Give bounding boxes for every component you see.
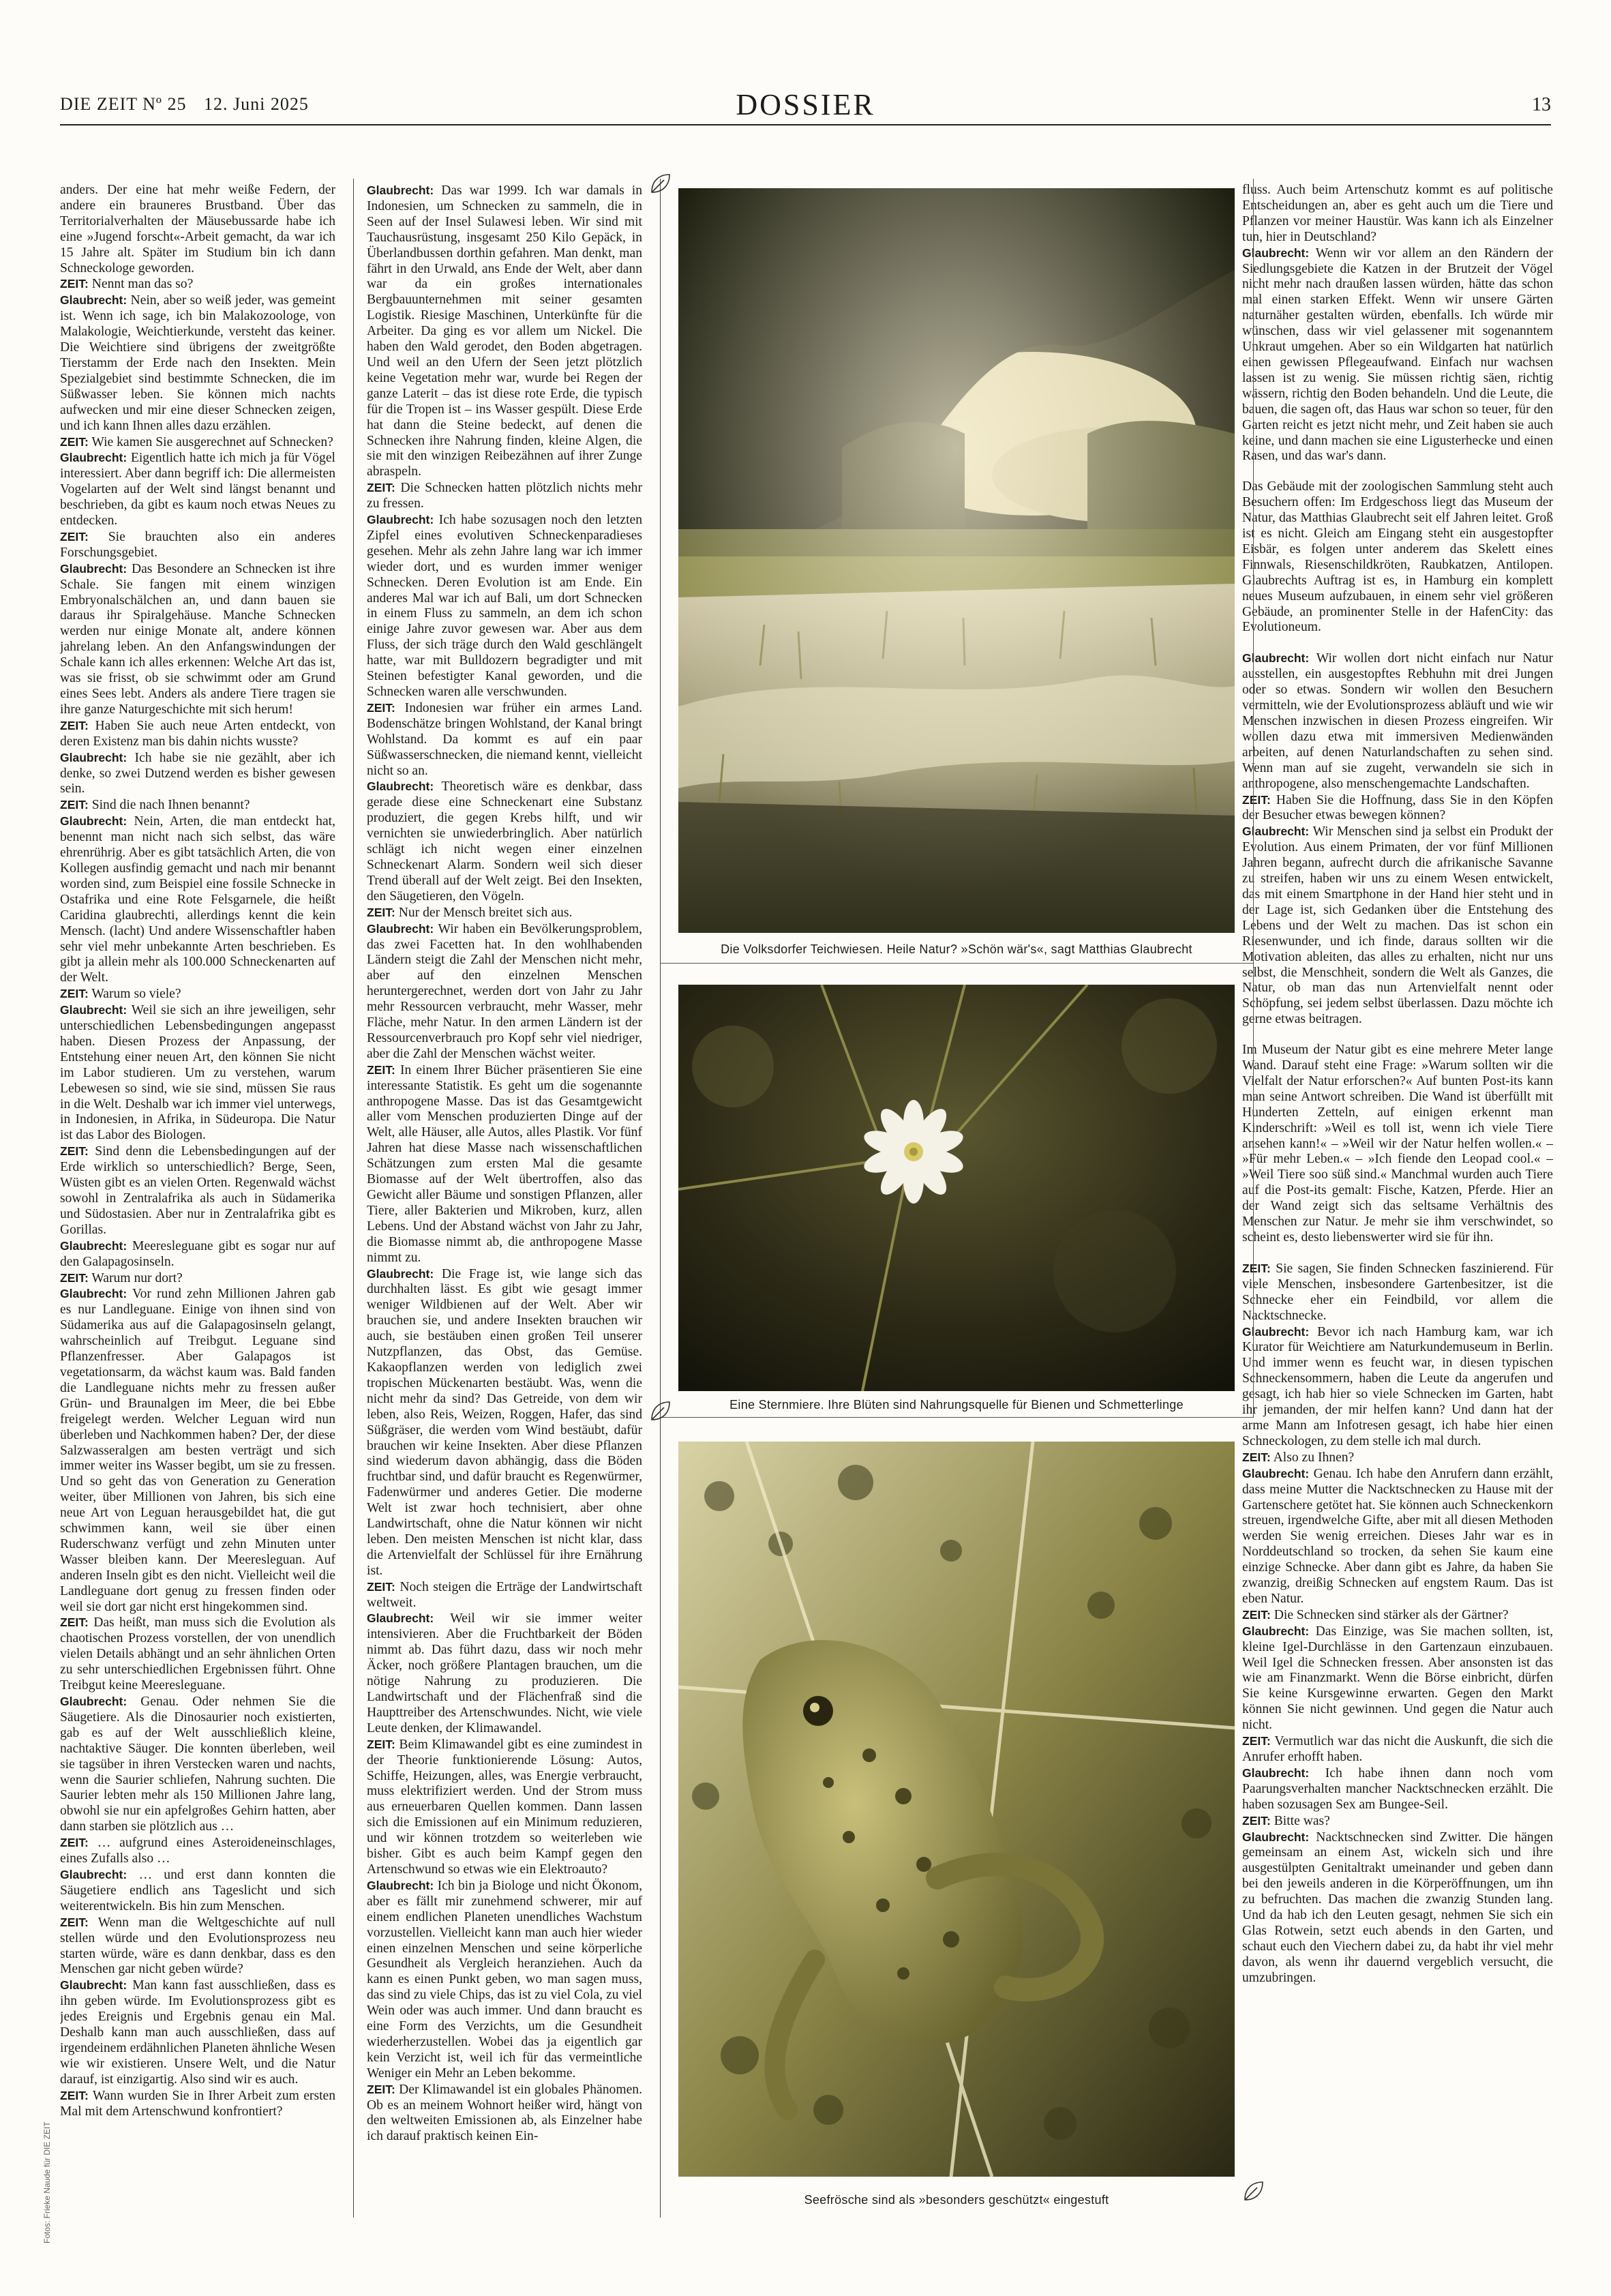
interview-paragraph (60, 1002, 335, 1144)
interview-paragraph (60, 1238, 335, 1270)
paragraph-text: Wie kamen Sie ausgerechnet auf Schnecken? (91, 434, 333, 449)
interview-paragraph (367, 2082, 642, 2145)
speaker-label: Glaubrecht: (60, 1867, 127, 1881)
speaker-label: Glaubrecht: (1242, 1466, 1310, 1480)
speaker-label: ZEIT: (60, 2088, 89, 2102)
interview-paragraph (60, 1915, 335, 1978)
speaker-label: ZEIT: (367, 1062, 395, 1077)
paragraph-text: Wenn man die Weltgeschichte auf null stellen würde und den Evolutionsprozess neu starten würde, wäre es dann denkbar, dass es den Menschen gar nicht geben würde? (60, 1915, 335, 1977)
paragraph-text: Nennt man das so? (91, 277, 194, 292)
interview-paragraph (60, 797, 335, 814)
interview-paragraph (60, 2088, 335, 2120)
interview-paragraph (367, 1878, 642, 2082)
interview-paragraph (367, 1737, 642, 1878)
interview-paragraph (60, 529, 335, 561)
speaker-label: Glaubrecht: (1242, 651, 1310, 666)
speaker-label: Glaubrecht: (367, 1266, 434, 1281)
speaker-label: ZEIT: (60, 1915, 89, 1929)
paragraph-text: Vor rund zehn Millionen Jahren gab es nur Landleguane. Einige von ihnen sind von Südamerika aus auf die Galapagosinseln gelangt, wahrscheinlich auf Treibgut. Leguane sind Pflanzenfresser. Aber Galapagos ist vegetationsarm, da wächst kaum was. Bald fanden die Landleguane nichts mehr zu fressen außer Grün- und Braunalgen im Meer, die bei Ebbe freigelegt werden. Welcher Leguan wird nun überleben und Nachkommen haben? Der, der diese Salzwasseralgen am besten verträgt und sich immer weiter ins Wasser begibt, um sie zu fressen. Und so geht das von Generation zu Generation weiter, über Millionen von Jahren, bis sich eine neue Art von Leguan herausgebildet hat, die gut schwimmen kann, weil sie über einen Ruderschwanz verfügt und zehn Minuten unter Wasser bleiben kann. Der Meeresleguan. Auf anderen Inseln gibt es den nicht. Vielleicht weil die Landleguane dort genug zu fressen finden oder weil sie dort gar nicht erst hingekommen sind. (60, 1287, 335, 1614)
text-column-2 (367, 183, 642, 2215)
speaker-label: Glaubrecht: (1242, 824, 1310, 839)
speaker-label: Glaubrecht: (1242, 1765, 1310, 1780)
paragraph-text: Haben Sie auch neue Arten entdeckt, von deren Existenz man bis dahin nichts wusste? (60, 718, 335, 749)
paragraph-text: Nacktschnecken sind Zwitter. Die hängen gemeinsam an einem Ast, wickeln sich und ihre ausgestülpten Genitaltrakt umeinander und geben dann bei den jeweils anderen in die Körperöffnungen, um ihn zu befruchten. Das machen die zwanzig Stunden lang. Und da hab ich den Leuten gesagt, nehmen Sie sich ein Glas Rotwein, setzt euch abends in den Garten, und schaut euch den Viechern dabei zu, da habt ihr viel mehr davon, als wenn ihr dauernd vergeblich versucht, die umzubringen. (1242, 1830, 1553, 1985)
paragraph-text: Weil sie sich an ihre jeweiligen, sehr unterschiedlichen Lebensbedingungen angepasst haben. Diesen Prozess der Anpassung, der Entstehung einer neuen Art, den können Sie nicht im Labor studieren. Um zu verstehen, warum Lebewesen so sind, wie sie sind, müssen Sie raus in die Welt. Deshalb war ich immer viel unterwegs, in Indonesien, in Afrika, in Südeuropa. Die Natur ist das Labor des Biologen. (60, 1003, 335, 1143)
interview-paragraph (1242, 1733, 1553, 1765)
interview-paragraph (60, 434, 335, 451)
caption-photo-3: Seefrösche sind als »besonders geschützt« eingestuft (804, 2193, 1109, 2207)
speaker-label: Glaubrecht: (367, 921, 434, 936)
speaker-label: ZEIT: (60, 798, 89, 812)
paragraph-text: Wir haben ein Bevölkerungsproblem, das zwei Facetten hat. In den wohlhabenden Ländern steigt die Zahl der Menschen nicht mehr, aber auf den einzelnen Menschen heruntergerechnet, werden dort von Jahr zu Jahr mehr Ressourcen verbraucht, mehr Wasser, mehr Fläche, mehr Natur. In den armen Ländern ist der Ressourcenverbrauch pro Kopf sehr viel niedriger, aber die Zahl der Menschen wächst weiter. (367, 921, 642, 1061)
speaker-label: ZEIT: (1242, 1450, 1271, 1464)
interview-paragraph (1242, 651, 1553, 792)
column-divider (353, 179, 354, 2218)
speaker-label: Glaubrecht: (367, 1611, 434, 1626)
speaker-label: Glaubrecht: (60, 561, 127, 576)
speaker-label: Glaubrecht: (1242, 1324, 1310, 1339)
speaker-label: ZEIT: (60, 1836, 89, 1850)
interview-paragraph (1242, 1043, 1553, 1246)
frog-photo (678, 1442, 1235, 2177)
interview-paragraph (60, 1978, 335, 2087)
speaker-label: ZEIT: (1242, 792, 1271, 807)
leaf-ornament-icon (649, 172, 672, 195)
interview-paragraph (60, 986, 335, 1002)
interview-paragraph (367, 1062, 642, 1266)
interview-paragraph (1242, 1624, 1553, 1733)
speaker-label: ZEIT: (1242, 1607, 1271, 1622)
leaf-ornament-icon (1242, 2179, 1265, 2203)
speaker-label: Glaubrecht: (60, 451, 127, 465)
interview-paragraph (1242, 792, 1553, 824)
paragraph-text: Ich habe sozusagen noch den letzten Zipfel eines evolutiven Schneckenparadieses gesehen. Mehr als zehn Jahre lang war ich immer wieder dort, und es wurden immer weniger Schnecken. Deren Evolution ist am Ende. Ein anderes Mal war ich auf Bali, um dort Schnecken in einem Fluss zu sammeln, an dem ich schon einige Jahre zuvor gewesen war. Aber aus dem Fluss, der sich träge durch den Wald geschlängelt hatte, war mit Bulldozern begradigter und mit Steinen befestigter Kanal geworden, und die Schnecken waren alle verschwunden. (367, 513, 642, 699)
interview-paragraph (1242, 824, 1553, 1028)
paragraph-text: Ich habe sie nie gezählt, aber ich denke, so zwei Dutzend werden es bisher gewesen sein. (60, 750, 335, 796)
paragraph-text: Man kann fast ausschließen, dass es ihn geben würde. Im Evolutionsprozess gibt es jedes Ereignis und Ergebnis genau ein Mal. Deshalb kann man auch ausschließen, dass auf irgendeinem erdähnlichen Planeten ähnliche Wesen wie wir existieren. Unsere Welt, und die Natur darauf, ist einzigartig. Also sind wir es auch. (60, 1978, 335, 2087)
interview-paragraph (1242, 479, 1553, 636)
paragraph-text: Eigentlich hatte ich mich ja für Vögel interessiert. Aber dann begriff ich: Die allermeisten Vogelarten auf der Welt sind längst benannt und beschrieben, da gibt es kaum noch etwas Neues zu entdecken. (60, 451, 335, 528)
speaker-label: ZEIT: (60, 1615, 89, 1630)
speaker-label: Glaubrecht: (60, 293, 127, 308)
interview-paragraph (367, 700, 642, 779)
paragraph-text: Die Frage ist, wie lange sich das durchhalten lässt. Es gibt wie gesagt immer weniger Wildbienen auf der Welt. Aber wir brauchen sie, und andere Insekten brauchen wir auch, sie bestäuben einen großen Teil unserer Nutzpflanzen, das Obst, das Gemüse. Kakaopflanzen werden von lediglich zwei tropischen Mückenarten bestäubt. Was, wenn die nicht mehr da sind? Das Getreide, von dem wir leben, also Reis, Weizen, Roggen, Hafer, das sind Süßgräser, die werden vom Wind bestäubt, dafür brauchen wir keine Insekten. Aber diese Pflanzen sind wiederum davon abhängig, dass die Böden fruchtbar sind, und dafür braucht es Regenwürmer, Fadenwürmer und anderes Getier. Die moderne Welt ist zwar hoch technisiert, aber ohne Landwirtschaft, ohne die Natur können wir nicht leben. Den meisten Menschen ist nicht klar, dass die Artenvielfalt der Schlüssel für ihre Ernährung ist. (367, 1266, 642, 1578)
paragraph-text: Sind die nach Ihnen benannt? (91, 798, 250, 813)
leaf-ornament-icon (649, 1399, 672, 1422)
interview-paragraph (60, 276, 335, 293)
paragraph-text: … aufgrund eines Asteroideneinschlages, eines Zufalls also … (60, 1836, 335, 1866)
speaker-label: ZEIT: (60, 718, 89, 732)
speaker-label: ZEIT: (60, 987, 89, 1001)
paragraph-text: Ich habe ihnen dann noch vom Paarungsverhalten mancher Nacktschnecken erzählt. Die haben sozusagen Sex am Bungee-Seil. (1242, 1765, 1553, 1812)
speaker-label: Glaubrecht: (367, 513, 434, 527)
paragraph-text: Im Museum der Natur gibt es eine mehrere Meter lange Wand. Darauf steht eine Frage: »Warum sollten wir die Vielfalt der Natur erforschen?« Auf bunten Post-its kann man seine Antwort schreiben. Die Wand ist überfüllt mit Hunderten Zetteln, auf einigen erkennt man Kinderschrift: »Weil es toll ist, wenn ich viele Tiere ansehen kann!« – »Weil wir der Natur helfen wollen.« – »Für mehr Leben.« – »Ich fiende den Leopad cool.« – »Weil Tiere soo süß sind.« Manchmal wurden auch Tiere auf die Post-its gemalt: Fische, Katzen, Pferde. Hier an der Wand zeigt sich das seltsame Verhältnis des Menschen zur Natur. Je mehr sie ihm verschwindet, so scheint es, desto liebenswerter wird sie für ihn. (1242, 1043, 1553, 1244)
paragraph-text: Das war 1999. Ich war damals in Indonesien, um Schnecken zu sammeln, die in Seen auf der Insel Sulawesi leben. Wir sind mit Tauchausrüstung, insgesamt 250 Kilo Gepäck, in Überlandbussen dorthin gefahren. Man denkt, man fährt in den Urwald, ans Ende der Welt, aber dann war da ein großes internationales Bergbauunternehmen mit seiner gesamten Logistik. Riesige Maschinen, Unterkünfte für die Arbeiter. Da ging es vor allem um Nickel. Die haben den Wald gerodet, den Boden abgetragen. Und weil an den Ufern der Seen jetzt plötzlich keine Vegetation mehr war, wurde bei Regen der ganze Laterit – das ist diese rote Erde, die typisch für die Tropen ist – ins Wasser gespült. Diese Erde hat dann die Steine bedeckt, auf denen die Schnecken ihre Nahrung finden, kleine Algen, die sie mit den winzigen Reibezähnen auf ihrer Zunge abraspeln. (367, 183, 642, 479)
text-column-3 (1242, 183, 1553, 2215)
paragraph-text: Ich bin ja Biologe und nicht Ökonom, aber es fällt mir zunehmend schwerer, mir auf einem endlichen Planeten unendliches Wachstum vorzustellen. Vielleicht kann man auch hier wieder einen einzelnen Menschen und seine körperliche Gesundheit als Vergleich heranziehen. Auch da kann es einen Punkt geben, wo man sagen muss, das sind zu viele Chips, das ist zu viel Cola, zu viel Wein oder was auch immer. Und dann braucht es eine Form des Verzichts, um die Gesundheit wiederherzustellen. Wobei das ja eigentlich gar kein Verzicht ist, weil ich für das vermeintliche Weniger ein Mehr an Leben bekomme. (367, 1878, 642, 2081)
paragraph-text: Warum nur dort? (91, 1270, 183, 1285)
section-title: DOSSIER (736, 88, 875, 121)
speaker-label: Glaubrecht: (1242, 1624, 1310, 1638)
paragraph-text: Sie sagen, Sie finden Schnecken faszinierend. Für viele Menschen, insbesondere Gartenbesitzer, ist die Schnecke eher ein Feindbild, vor allem die Nacktschnecke. (1242, 1261, 1553, 1323)
paragraph-text: In einem Ihrer Bücher präsentieren Sie eine interessante Statistik. Es geht um die sogenannte anthropogene Masse. Das ist das Gesamtgewicht aller vom Menschen produzierten Dinge auf der Welt, alle Häuser, alle Autos, alles Plastik. Vor fünf Jahren hat diese Masse nach wissenschaftlichen Schätzungen zum ersten Mal die gesamte Biomasse auf der Welt übertroffen, also das Gewicht aller Bäume und sonstigen Pflanzen, aller Tiere, aller Bakterien und Mikroben, kurz, allen Lebens. Und der Abstand wächst von Jahr zu Jahr, die Biomasse nimmt ab, die anthropogene Masse nimmt zu. (367, 1062, 642, 1265)
photo-credit: Fotos: Frieke Naude für DIE ZEIT (42, 2121, 52, 2243)
speaker-label: ZEIT: (60, 529, 89, 543)
paragraph-text: Warum so viele? (91, 987, 181, 1002)
pond-landscape-photo (678, 188, 1235, 933)
speaker-label: ZEIT: (367, 1737, 395, 1751)
interview-paragraph (1242, 1324, 1553, 1450)
paragraph-text: Vermutlich war das nicht die Auskunft, die sich die Anrufer erhofft haben. (1242, 1734, 1553, 1764)
interview-paragraph (60, 1615, 335, 1694)
paragraph-text: Wir Menschen sind ja selbst ein Produkt der Evolution. Aus einem Primaten, der vor fünf Millionen Jahren begann, aufrecht durch die afrikanische Savanne zu streifen, haben wir uns zu einem Wesen entwickelt, das mit einem Smartphone in der Hand hier steht und in der Lage ist, sich Gedanken über die Entstehung des Lebens und der Welt zu machen. Das ist schon ein Riesenwunder, und ich finde, daraus sollten wir die Motivation ableiten, das alles zu erhalten, nicht nur uns selbst, die Menschheit, sondern die Welt als Ganzes, die Natur, ob man das nun Artenvielfalt nennt oder Schöpfung, sei jedem selbst überlassen. Dazu möchte ich gerne etwas beitragen. (1242, 824, 1553, 1027)
paragraph-text: Haben Sie die Hoffnung, dass Sie in den Köpfen der Besucher etwas bewegen können? (1242, 792, 1553, 823)
speaker-label: ZEIT: (60, 1270, 89, 1285)
interview-paragraph (60, 814, 335, 986)
page-header (60, 87, 1551, 123)
paragraph-text: Bevor ich nach Hamburg kam, war ich Kurator für Weichtiere am Naturkundemuseum in Berlin. Und immer wenn es feucht war, in diesen typischen Schneckensommern, haben die Leute da angerufen und gesagt, ich hab hier so viele Schnecken im Garten, habt ihr jemanden, der mir helfen kann? Und dann hat der arme Mann am Infotresen gesagt, ich habe hier einen Schneckologen, zu dem stelle ich mal durch. (1242, 1324, 1553, 1448)
interview-paragraph (367, 512, 642, 700)
paragraph-text: Genau. Oder nehmen Sie die Säugetiere. Als die Dinosaurier noch existierten, gab es auf der Welt ausschließlich kleine, nachtaktive Säuger. Die konnten überleben, weil sie tagsüber in ihren Verstecken waren und nachts, wenn die Saurier schliefen, Nahrung suchten. Die Saurier lebten mehr als 150 Millionen Jahre lang, obwohl sie nur ein apfelgroßes Gehirn hatten, aber dann starben sie plötzlich aus … (60, 1695, 335, 1834)
header-rule (60, 124, 1551, 125)
speaker-label: Glaubrecht: (367, 183, 434, 197)
paragraph-text: Der Klimawandel ist ein globales Phänomen. Ob es an meinem Wohnort heißer wird, hängt von den weltweiten Emissionen ab, als Einzelner habe ich darauf praktisch keinen Ein- (367, 2082, 642, 2144)
interview-paragraph (1242, 1830, 1553, 1986)
paragraph-text: Das Einzige, was Sie machen sollten, ist, kleine Igel-Durchlässe in den Gartenzaun einzubauen. Weil Igel die Schnecken fressen. Aber ansonsten ist das wie am Finanzmarkt. Wenn die Börse einbricht, dürfen Sie keine Kursgewinne erwarten. Gegen den Markt können Sie nicht gewinnen. Und gegen die Natur auch nicht. (1242, 1624, 1553, 1733)
interview-paragraph (367, 183, 642, 480)
speaker-label: Glaubrecht: (367, 1878, 434, 1892)
interview-paragraph (367, 1611, 642, 1736)
speaker-label: ZEIT: (367, 905, 395, 919)
speaker-label: ZEIT: (60, 434, 89, 449)
interview-paragraph (1242, 1607, 1553, 1624)
page-number: 13 (1532, 94, 1551, 115)
paragraph-text: Das Gebäude mit der zoologischen Sammlung steht auch Besuchern offen: Im Erdgeschoss liegt das Museum der Natur, das Matthias Glaubrecht seit elf Jahren leitet. Groß ist es nicht. Gleich am Eingang steht ein ausgestopfter Eisbär, es folgen unter anderem das Skelett eines Finnwals, Riesenschildkröten, Raubkatzen, Antilopen. Glaubrechts Auftrag ist es, in Hamburg ein komplett neues Museum aufzubauen, in einem sehr viel größeren Gebäude, an prominenter Stelle in der HafenCity: das Evolutioneum. (1242, 479, 1553, 635)
interview-paragraph (1242, 1813, 1553, 1830)
paragraph-text: Wenn wir vor allem an den Rändern der Siedlungsgebiete die Katzen in der Brutzeit der Vögel nicht mehr nach draußen lassen würden, hätte das schon mal einen starken Effekt. Wenn wir unsere Gärten naturnäher gestalten würden, ebenfalls. Ich würde mir wünschen, dass wir viel gelassener mit sogenanntem Unkraut umgehen. Aber so ein Wildgarten hat natürlich einen gewissen Pflegeaufwand. Einfach nur wachsen lassen ist zu wenig. Sie müssen richtig säen, richtig wässern, richtig den Boden behandeln. Und die Leute, die bauen, die sagen oft, das Haus war schon so teuer, für den Garten reicht es jetzt nicht mehr, und Zeit haben sie auch keine, und dann machen sie eine Ligusterhecke und einen Rasen, und das war's dann. (1242, 245, 1553, 464)
paragraph-text: Das heißt, man muss sich die Evolution als chaotischen Prozess vorstellen, der von unendlich vielen Details abhängt und an sehr ähnlichen Orten zu sehr unterschiedlichen Ergebnissen führt. Ohne Treibgut keine Meeresleguane. (60, 1615, 335, 1693)
speaker-label: ZEIT: (1242, 1261, 1271, 1275)
speaker-label: Glaubrecht: (60, 1695, 127, 1708)
interview-paragraph (60, 293, 335, 434)
caption-photo-2: Eine Sternmiere. Ihre Blüten sind Nahrungsquelle für Bienen und Schmetterlinge (729, 1398, 1184, 1412)
interview-paragraph (1242, 1261, 1553, 1324)
paragraph-text: Das Besondere an Schnecken ist ihre Schale. Sie fangen mit einem winzigen Embryonalschälchen an, und dann bauen sie daraus ihr Spiralgehäuse. Manche Schnecken werden nur einige Monate alt, andere können jahrelang leben. An den Anfangswindungen der Schale kann ich alles erkennen: Welche Art das ist, was sie frisst, ob sie schwimmt oder am Grund eines Sees lebt. Anders als andere Tiere tragen sie ihre ganze Naturgeschichte mit sich herum! (60, 561, 335, 717)
speaker-label: Glaubrecht: (60, 814, 127, 829)
paragraph-text: Die Schnecken hatten plötzlich nichts mehr zu fressen. (367, 481, 642, 511)
interview-paragraph (367, 1266, 642, 1579)
interview-paragraph (60, 1694, 335, 1835)
speaker-label: Glaubrecht: (60, 750, 127, 764)
interview-paragraph (60, 718, 335, 750)
interview-paragraph (367, 779, 642, 904)
paragraph-text: Meeresleguane gibt es sogar nur auf den Galapagosinseln. (60, 1238, 335, 1269)
speaker-label: ZEIT: (367, 481, 395, 495)
speaker-label: Glaubrecht: (60, 1238, 127, 1253)
issue-number: DIE ZEIT Nº 25 (60, 94, 187, 114)
speaker-label: Glaubrecht: (1242, 245, 1310, 260)
caption-photo-1: Die Volksdorfer Teichwiesen. Heile Natur? »Schön wär's«, sagt Matthias Glaubrecht (721, 942, 1192, 956)
paragraph-text: Indonesien war früher ein armes Land. Bodenschätze bringen Wohlstand, der Kanal bringt Wohlstand. Da kommt es auf ein paar Süßwasserschnecken, die niemand kennt, vielleicht nicht so an. (367, 700, 642, 778)
speaker-label: ZEIT: (1242, 1813, 1271, 1828)
paragraph-text: anders. Der eine hat mehr weiße Federn, der andere ein brauneres Brustband. Über das Territorialverhalten der Mäusebussarde habe ich eine »Jugend forscht«-Arbeit gemacht, da war ich 15 Jahre alt. Später im Studium bin ich dann Schneckologe geworden. (60, 183, 335, 275)
interview-paragraph (1242, 1450, 1553, 1466)
interview-paragraph (60, 450, 335, 529)
paragraph-text: Die Schnecken sind stärker als der Gärtner? (1274, 1607, 1509, 1622)
interview-paragraph (367, 905, 642, 921)
speaker-label: Glaubrecht: (1242, 1830, 1310, 1844)
paragraph-text: Weil wir sie immer weiter intensivieren. Aber die Fruchtbarkeit der Böden nimmt ab. Das führt dazu, dass wir noch mehr Äcker, noch größere Plantagen brauchen, um die nötige Nahrung zu produzieren. Die Landwirtschaft und der Flächenfraß sind die Haupttreiber des Artenschwundes. Nicht, wie viele Leute denken, der Klimawandel. (367, 1611, 642, 1735)
chickweed-flower-photo (678, 985, 1235, 1391)
interview-paragraph (367, 480, 642, 512)
interview-paragraph (60, 183, 335, 276)
interview-paragraph (60, 1867, 335, 1915)
paragraph-text: … und erst dann konnten die Säugetiere endlich ans Tageslicht und sich weiterentwickeln. Bis hin zum Menschen. (60, 1867, 335, 1913)
speaker-label: ZEIT: (367, 1579, 395, 1594)
interview-paragraph (60, 1286, 335, 1615)
interview-paragraph (1242, 1765, 1553, 1813)
text-column-1 (60, 183, 335, 2215)
paragraph-text: Genau. Ich habe den Anrufern dann erzählt, dass meine Mutter die Nacktschnecken zu Hause mit der Gartenschere getötet hat. Sie können auch Schneckenkorn streuen, irgendwelche Gifte, aber mit all diesen Methoden werden Sie wenig erreichen. Dieses Jahr war es in Norddeutschland so trocken, da sehen Sie kaum eine einzige Schnecke. Aber dann gibt es Jahre, da haben Sie zwanzig, dreißig Schnecken auf engstem Raum. Das ist eben Natur. (1242, 1466, 1553, 1606)
paragraph-text: Sie brauchten also ein anderes Forschungsgebiet. (60, 529, 335, 560)
paragraph-text: Nein, Arten, die man entdeckt hat, benennt man nicht nach sich selbst, das wäre ehrenrührig. Aber es gibt tatsächlich Arten, die von Kollegen ausfindig gemacht und nach mir benannt worden sind, zum Beispiel eine fossile Schnecke in Ostafrika und eine Rote Felsgarnele, die heißt Caridina glaubrechti, allerdings kennt die kein Mensch. (lacht) Und andere Wissenschaftler haben sehr viel mehr unbekannte Arten beschrieben. Es gibt ja allein mehr als 100.000 Schneckenarten auf der Welt. (60, 814, 335, 985)
interview-paragraph (60, 561, 335, 718)
speaker-label: ZEIT: (60, 1144, 89, 1159)
paragraph-text: Nur der Mensch breitet sich aus. (398, 905, 573, 920)
interview-paragraph (367, 1579, 642, 1611)
paragraph-text: Also zu Ihnen? (1273, 1450, 1355, 1465)
speaker-label: ZEIT: (60, 277, 89, 291)
paragraph-text: Bitte was? (1274, 1813, 1330, 1828)
paragraph-text: Nein, aber so weiß jeder, was gemeint ist. Wenn ich sage, ich bin Malakozoologe, von Malakologie, Weichtierkunde, versteht das keiner. Die Weichtiere sind übrigens der zweitgrößte Tierstamm der Erde nach den Insekten. Mein Spezialgebiet sind bestimmte Schnecken, die im Süßwasser leben. Sie können mich nachts aufwecken und mir eine dieser Schnecken zeigen, und ich kann Ihnen alles dazu erzählen. (60, 293, 335, 433)
speaker-label: Glaubrecht: (60, 1287, 127, 1301)
paragraph-text: Wann wurden Sie in Ihrer Arbeit zum ersten Mal mit dem Artenschwund konfrontiert? (60, 2088, 335, 2119)
interview-paragraph (1242, 1466, 1553, 1607)
paragraph-text: Theoretisch wäre es denkbar, dass gerade diese eine Schneckenart eine Substanz produziert, die gegen Krebs hilft, und wir vernichten sie unwiederbringlich. Aber natürlich schlägt ich nicht wegen einer einzelnen Schneckenart Alarm. Sondern weil sich dieser Trend überall auf der Welt zeigt. Bei den Insekten, den Säugetieren, den Vögeln. (367, 779, 642, 904)
speaker-label: Glaubrecht: (60, 1003, 127, 1017)
paragraph-text: Beim Klimawandel gibt es eine zumindest in der Theorie funktionierende Lösung: Autos, Schiffe, Heizungen, alles, was Energie verbraucht, muss elektrifiziert werden. Und der Strom muss aus erneuerbaren Quellen kommen. Dann lassen sich die Emissionen auf ein Minimum reduzieren, und wir können trotzdem so weiterleben wie bisher. Gibt es auch beim Kampf gegen den Artenschwund so etwas wie ein Elektroauto? (367, 1737, 642, 1877)
interview-paragraph (1242, 245, 1553, 465)
paragraph-text: fluss. Auch beim Artenschutz kommt es auf politische Entscheidungen an, aber es geht auch um die Tiere und Pflanzen vor meiner Haustür. Was kann ich als Einzelner tun, hier in Deutschland? (1242, 183, 1553, 244)
paragraph-text: Sind denn die Lebensbedingungen auf der Erde wirklich so unterschiedlich? Berge, Seen, Wüsten gibt es an vielen Orten. Regenwald wächst sowohl in Zentralafrika als auch in Südamerika und Südostasien. Aber nur in Zentralafrika gibt es Gorillas. (60, 1144, 335, 1237)
speaker-label: ZEIT: (367, 700, 395, 715)
speaker-label: Glaubrecht: (60, 1978, 127, 1993)
paragraph-text: Wir wollen dort nicht einfach nur Natur ausstellen, ein ausgestopftes Rebhuhn mit drei Jungen oder so etwas. Sondern wir wollen den Besuchern vermitteln, wie der Evolutionsprozess abläuft und wie wir Menschen inzwischen in diesen Prozess eingreifen. Wir wollen dazu etwa mit immersiven Medienwänden arbeiten, auf denen Naturlandschaften zu sehen sind. Wenn man auf sie zugeht, verwandeln sie sich in anthropogene, also menschengemachte Landschaften. (1242, 651, 1553, 791)
interview-paragraph (60, 750, 335, 798)
issue-date: 12. Juni 2025 (204, 94, 309, 114)
interview-paragraph (367, 921, 642, 1062)
interview-paragraph (60, 1270, 335, 1287)
interview-paragraph (1242, 183, 1553, 245)
interview-paragraph (60, 1144, 335, 1238)
speaker-label: ZEIT: (1242, 1734, 1271, 1748)
paragraph-text: Noch steigen die Erträge der Landwirtschaft weltweit. (367, 1579, 642, 1610)
speaker-label: Glaubrecht: (367, 779, 434, 794)
interview-paragraph (60, 1835, 335, 1867)
speaker-label: ZEIT: (367, 2082, 395, 2096)
